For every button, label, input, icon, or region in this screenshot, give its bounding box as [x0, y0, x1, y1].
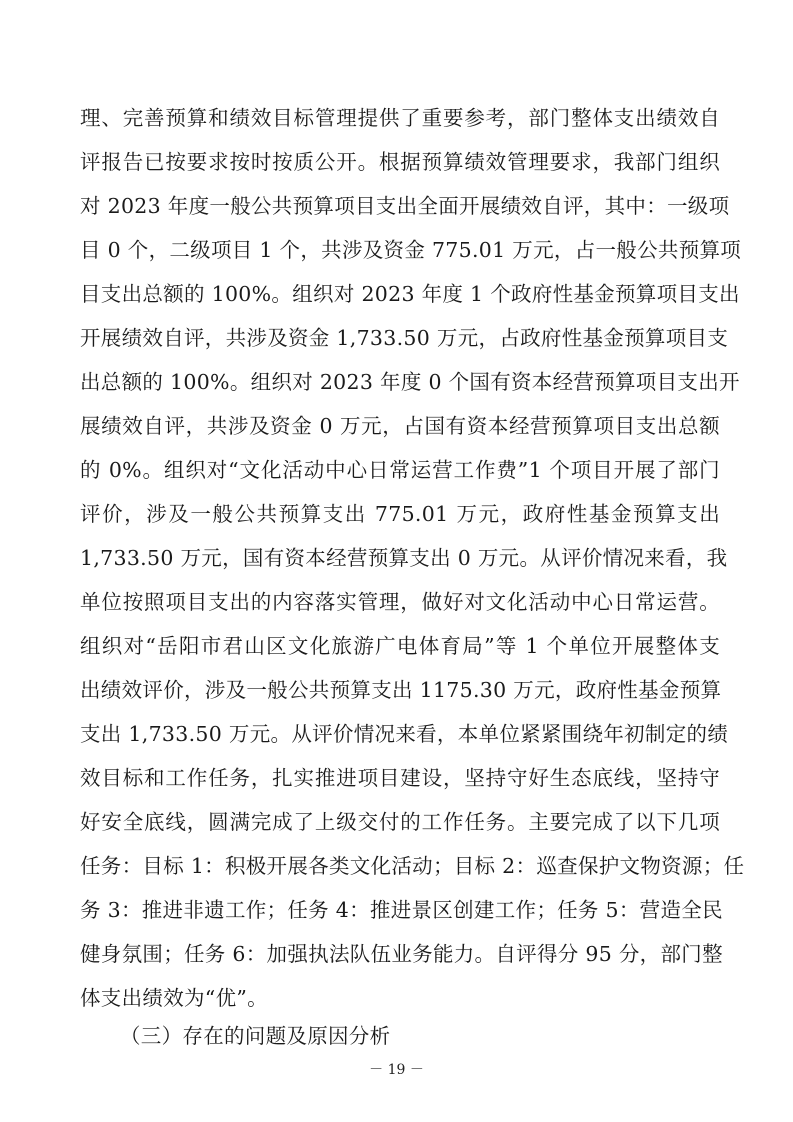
paragraph-line: 支出 1,733.50 万元。从评价情况来看，本单位紧紧围绕年初制定的绩 [80, 722, 729, 746]
paragraph-line: 展绩效自评，共涉及资金 0 万元，占国有资本经营预算项目支出总额 [80, 414, 720, 438]
paragraph-line: 任务：目标 1：积极开展各类文化活动；目标 2：巡查保护文物资源；任 [80, 854, 745, 878]
paragraph-line: 务 3：推进非遗工作；任务 4：推进景区创建工作；任务 5：营造全民 [80, 898, 723, 922]
paragraph-line: 好安全底线，圆满完成了上级交付的工作任务。主要完成了以下几项 [80, 810, 720, 834]
paragraph-line: 出总额的 100%。组织对 2023 年度 0 个国有资本经营预算项目支出开 [80, 370, 740, 394]
page-number: － 19 － [369, 1062, 424, 1078]
paragraph-line: 开展绩效自评，共涉及资金 1,733.50 万元，占政府性基金预算项目支 [80, 326, 729, 350]
paragraph-line: 目 0 个，二级项目 1 个，共涉及资金 775.01 万元，占一般公共预算项 [80, 238, 742, 262]
paragraph-line: 1,733.50 万元，国有资本经营预算支出 0 万元。从评价情况来看，我 [80, 546, 728, 570]
paragraph-line: 效目标和工作任务，扎实推进项目建设，坚持守好生态底线，坚持守 [80, 766, 720, 790]
paragraph-line: 组织对“岳阳市君山区文化旅游广电体育局”等 1 个单位开展整体支 [80, 634, 720, 658]
paragraph-line: 评报告已按要求按时按质公开。根据预算绩效管理要求，我部门组织 [80, 150, 720, 174]
paragraph-line: 的 0%。组织对“文化活动中心日常运营工作费”1 个项目开展了部门 [80, 458, 720, 482]
paragraph-line: 单位按照项目支出的内容落实管理，做好对文化活动中心日常运营。 [80, 590, 720, 614]
section-heading: （三）存在的问题及原因分析 [120, 1024, 391, 1048]
paragraph-line: 目支出总额的 100%。组织对 2023 年度 1 个政府性基金预算项目支出 [80, 282, 740, 306]
paragraph-line: 对 2023 年度一般公共预算项目支出全面开展绩效自评，其中：一级项 [80, 194, 730, 218]
paragraph-line-last: 体支出绩效为“优”。 [80, 986, 268, 1010]
paragraph-line: 评价，涉及一般公共预算支出 775.01 万元，政府性基金预算支出 [80, 502, 720, 526]
paragraph-line: 出绩效评价，涉及一般公共预算支出 1175.30 万元，政府性基金预算 [80, 678, 722, 702]
paragraph-line: 理、完善预算和绩效目标管理提供了重要参考，部门整体支出绩效自 [80, 106, 720, 130]
paragraph-line: 健身氛围；任务 6：加强执法队伍业务能力。自评得分 95 分，部门整 [80, 942, 723, 966]
